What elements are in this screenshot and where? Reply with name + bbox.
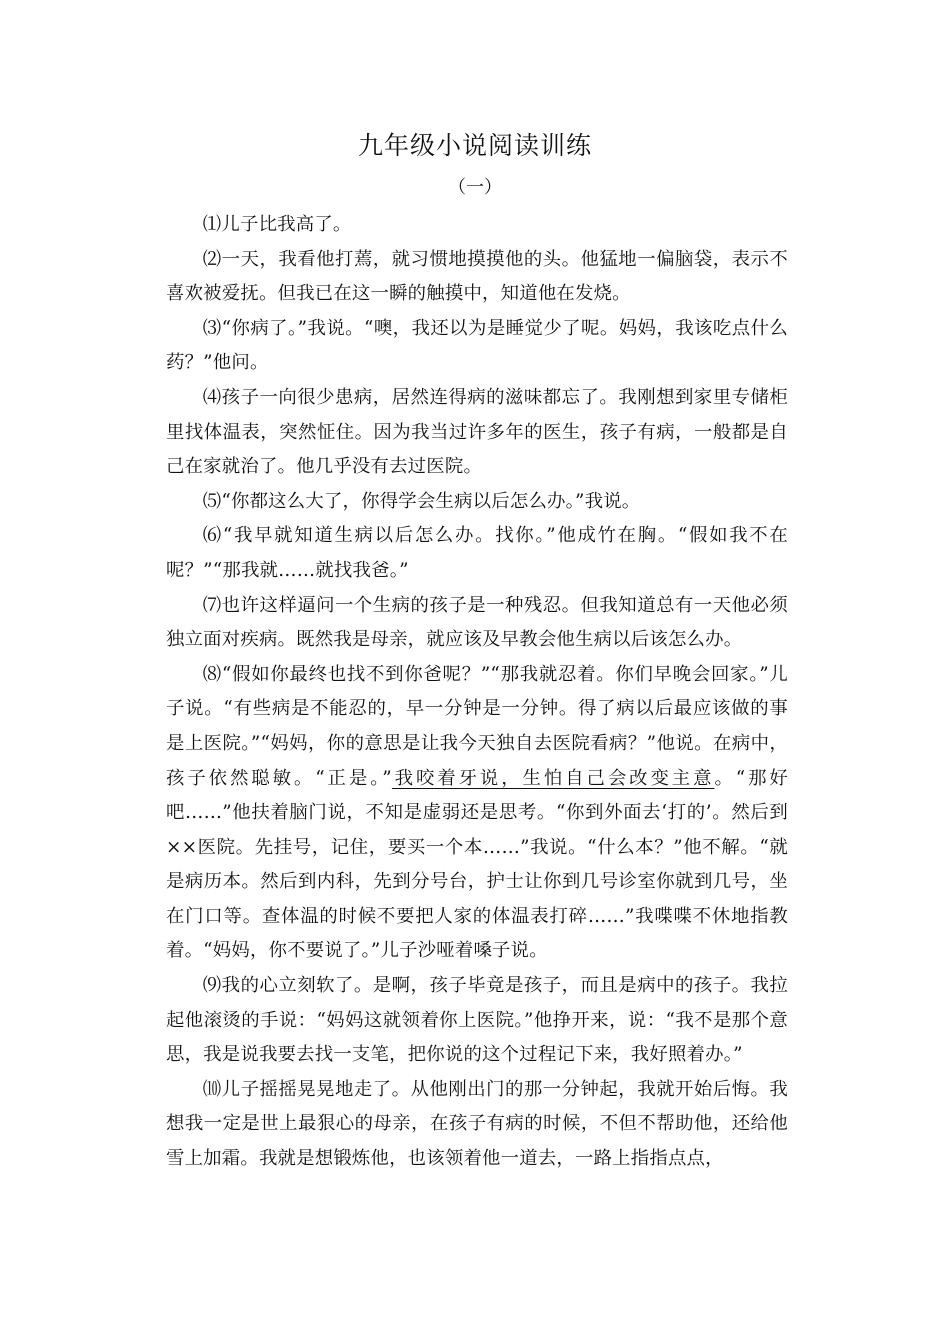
paragraph-9: ⑼我的心立刻软了。是啊，孩子毕竟是孩子，而且是病中的孩子。我拉起他滚烫的手说：“妈妈这就领着你上医院。”他挣开来，说：“我不是那个意思，我是说我要去找一支笔，把你说的这个过程记下来，我好照着办。”	[166, 975, 788, 1066]
paragraph-3: ⑶“你病了。”我说。“噢，我还以为是睡觉少了呢。妈妈，我该吃点什么药？”他问。	[166, 317, 788, 374]
paragraph-8-after: 。“那好吧……”他扶着脑门说，不知是虚弱还是思考。“你到外面去‘打的’。然后到××医院。先挂号，记住，要买一个本……”我说。“什么本？”他不解。“就是病历本。然后到内科，先到分号台，护士让你到几号诊室你就到几号，坐在门口等。查体温的时候不要把人家的体温表打碎……”我喋喋不休地指教着。“妈妈，你不要说了。”儿子沙哑着嗓子说。	[166, 767, 788, 962]
paragraph-7: ⑺也许这样逼问一个生病的孩子是一种残忍。但我知道总有一天他必须独立面对疾病。既然我是母亲，就应该及早教会他生病以后该怎么办。	[166, 594, 788, 651]
paragraph-6: ⑹“我早就知道生病以后怎么办。找你。”他成竹在胸。“假如我不在呢？”“那我就……就找我爸。”	[166, 525, 788, 581]
paragraph-1: ⑴儿子比我高了。	[202, 214, 352, 235]
story-body	[166, 208, 788, 1177]
underlined-sentence: 我咬着牙说，生怕自己会改变主意	[391, 767, 715, 789]
document-title: 九年级小说阅读训练	[357, 131, 592, 160]
paragraph-10: ⑽儿子摇摇晃晃地走了。从他刚出门的那一分钟起，我就开始后悔。我想我一定是世上最狠心的母亲，在孩子有病的时候，不但不帮助他，还给他雪上加霜。我就是想锻炼他，也该领着他一道去，一路上指指点点，	[166, 1078, 788, 1170]
paragraph-5: ⑸“你都这么大了，你得学会生病以后怎么办。”我说。	[202, 490, 641, 512]
paragraph-8-before: ⑻“假如你最终也找不到你爸呢？”“那我就忍着。你们早晚会回家。”儿子说。“有些病是不能忍的，早一分钟是一分钟。得了病以后最应该做的事是上医院。”“妈妈，你的意思是让我今天独自去医院看病？”他说。在病中，孩子依然聪敏。“正是。”	[166, 663, 788, 789]
paragraph-8	[166, 658, 788, 969]
paragraph-4: ⑷孩子一向很少患病，居然连得病的滋味都忘了。我刚想到家里专储柜里找体温表，突然怔住。因为我当过许多年的医生，孩子有病，一般都是自己在家就治了。他几乎没有去过医院。	[166, 386, 788, 478]
document-subtitle: （一）	[448, 177, 502, 198]
paragraph-2: ⑵一天，我看他打蔫，就习惯地摸摸他的头。他猛地一偏脑袋，表示不喜欢被爱抚。但我已在这一瞬的触摸中，知道他在发烧。	[166, 248, 788, 305]
